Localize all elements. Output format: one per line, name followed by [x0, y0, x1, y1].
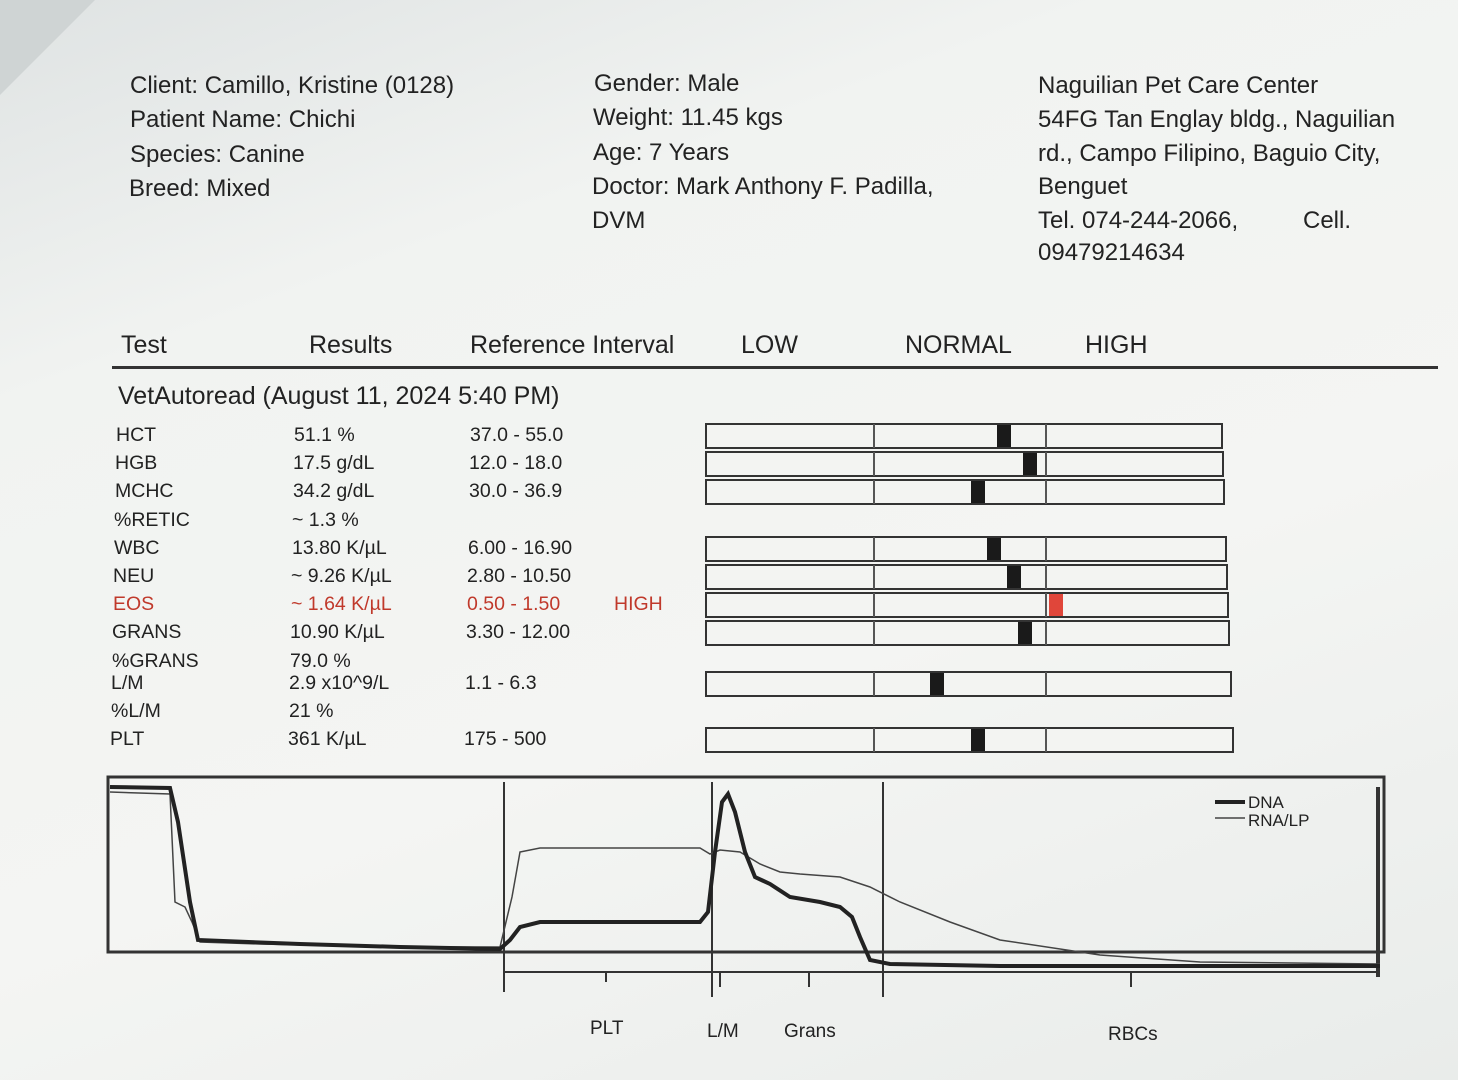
gender: Gender: Male: [594, 70, 740, 97]
range-bar: [705, 671, 1232, 697]
axis-label-grans: Grans: [784, 1021, 836, 1042]
rna-lp-curve: [110, 792, 1380, 964]
normal-high-divider: [1045, 424, 1047, 448]
reference-interval: 30.0 - 36.9: [469, 480, 563, 502]
test-result: ~ 1.3 %: [292, 509, 359, 531]
test-name: WBC: [114, 537, 160, 559]
clinic-name: Naguilian Pet Care Center: [1038, 72, 1319, 99]
age: Age: 7 Years: [593, 139, 730, 166]
test-name: EOS: [113, 593, 155, 615]
test-result: 361 K/µL: [288, 728, 367, 750]
low-normal-divider: [873, 672, 875, 696]
test-result: 34.2 g/dL: [293, 480, 375, 502]
reference-interval: 6.00 - 16.90: [468, 537, 573, 559]
result-marker: [930, 673, 944, 695]
doctor-title: DVM: [592, 207, 646, 234]
reference-interval: 0.50 - 1.50: [467, 593, 561, 615]
result-marker: [987, 538, 1001, 560]
range-bar: [705, 536, 1227, 562]
result-marker: [971, 729, 985, 751]
low-normal-divider: [873, 480, 875, 504]
normal-high-divider: [1045, 565, 1047, 589]
clinic-cell-label: Cell.: [1303, 207, 1352, 234]
column-normal: NORMAL: [905, 331, 1012, 359]
column-high: HIGH: [1085, 331, 1148, 359]
test-name: GRANS: [112, 621, 182, 643]
test-name: %RETIC: [114, 509, 190, 531]
reference-interval: 37.0 - 55.0: [470, 424, 564, 446]
axis-label-rbcs: RBCs: [1108, 1024, 1158, 1045]
column-reference: Reference Interval: [470, 331, 675, 359]
breed: Breed: Mixed: [129, 175, 271, 202]
low-normal-divider: [873, 593, 875, 617]
normal-high-divider: [1045, 537, 1047, 561]
low-normal-divider: [873, 452, 875, 476]
test-result: 21 %: [289, 700, 334, 722]
test-result: 17.5 g/dL: [293, 452, 375, 474]
test-result: ~ 9.26 K/µL: [291, 565, 392, 587]
range-bar: [705, 592, 1229, 618]
result-marker: [1023, 453, 1037, 475]
legend-rna-lp: RNA/LP: [1248, 811, 1310, 830]
clinic-address-1: 54FG Tan Englay bldg., Naguilian: [1038, 106, 1396, 133]
clinic-address-2: rd., Campo Filipino, Baguio City,: [1038, 140, 1381, 167]
result-marker: [1018, 622, 1032, 644]
client-name: Client: Camillo, Kristine (0128): [130, 72, 455, 99]
test-result: 2.9 x10^9/L: [289, 672, 390, 694]
test-name: NEU: [113, 565, 155, 587]
column-low: LOW: [741, 331, 798, 359]
clinic-address-3: Benguet: [1038, 173, 1128, 200]
test-result: 10.90 K/µL: [290, 621, 385, 643]
patient-name: Patient Name: Chichi: [130, 106, 356, 133]
result-marker: [971, 481, 985, 503]
normal-high-divider: [1045, 672, 1047, 696]
normal-high-divider: [1045, 452, 1047, 476]
normal-high-divider: [1045, 593, 1047, 617]
axis-label-lm: L/M: [707, 1021, 739, 1042]
range-bar: [705, 479, 1225, 505]
range-bar: [705, 451, 1224, 477]
test-name: HCT: [116, 424, 157, 446]
reference-interval: 1.1 - 6.3: [465, 672, 537, 694]
test-name: %L/M: [111, 700, 161, 722]
clinic-cell: 09479214634: [1038, 239, 1185, 266]
section-title: VetAutoread (August 11, 2024 5:40 PM): [118, 382, 560, 410]
result-marker: [997, 425, 1011, 447]
test-name: L/M: [111, 672, 144, 694]
test-name: HGB: [115, 452, 158, 474]
test-name: MCHC: [115, 480, 174, 502]
species: Species: Canine: [130, 141, 305, 168]
test-name: PLT: [110, 728, 145, 750]
flag-high: HIGH: [614, 593, 663, 615]
normal-high-divider: [1045, 728, 1047, 752]
header-divider: [112, 366, 1438, 369]
reference-interval: 3.30 - 12.00: [466, 621, 571, 643]
clinic-tel: Tel. 074-244-2066,: [1038, 207, 1239, 234]
column-results: Results: [309, 331, 393, 359]
cell-histogram: [100, 772, 1400, 1072]
reference-interval: 2.80 - 10.50: [467, 565, 572, 587]
test-result: 79.0 %: [290, 650, 351, 672]
test-result: 51.1 %: [294, 424, 355, 446]
test-result: ~ 1.64 K/µL: [291, 593, 392, 615]
result-marker-high: [1049, 594, 1063, 616]
range-bar: [705, 564, 1228, 590]
doctor: Doctor: Mark Anthony F. Padilla,: [592, 173, 934, 200]
histogram-frame: [108, 777, 1384, 952]
axis-label-plt: PLT: [590, 1018, 624, 1039]
low-normal-divider: [873, 728, 875, 752]
paper-fold: [0, 0, 95, 95]
range-bar: [705, 423, 1223, 449]
test-name: %GRANS: [112, 650, 199, 672]
low-normal-divider: [873, 565, 875, 589]
range-bar: [705, 620, 1230, 646]
normal-high-divider: [1045, 621, 1047, 645]
reference-interval: 175 - 500: [464, 728, 547, 750]
reference-interval: 12.0 - 18.0: [469, 452, 563, 474]
low-normal-divider: [873, 424, 875, 448]
normal-high-divider: [1045, 480, 1047, 504]
test-result: 13.80 K/µL: [292, 537, 387, 559]
legend-dna: DNA: [1248, 793, 1284, 812]
column-test: Test: [121, 331, 167, 359]
low-normal-divider: [873, 621, 875, 645]
range-bar: [705, 727, 1234, 753]
weight: Weight: 11.45 kgs: [593, 104, 783, 131]
dna-curve: [110, 787, 1380, 966]
result-marker: [1007, 566, 1021, 588]
low-normal-divider: [873, 537, 875, 561]
